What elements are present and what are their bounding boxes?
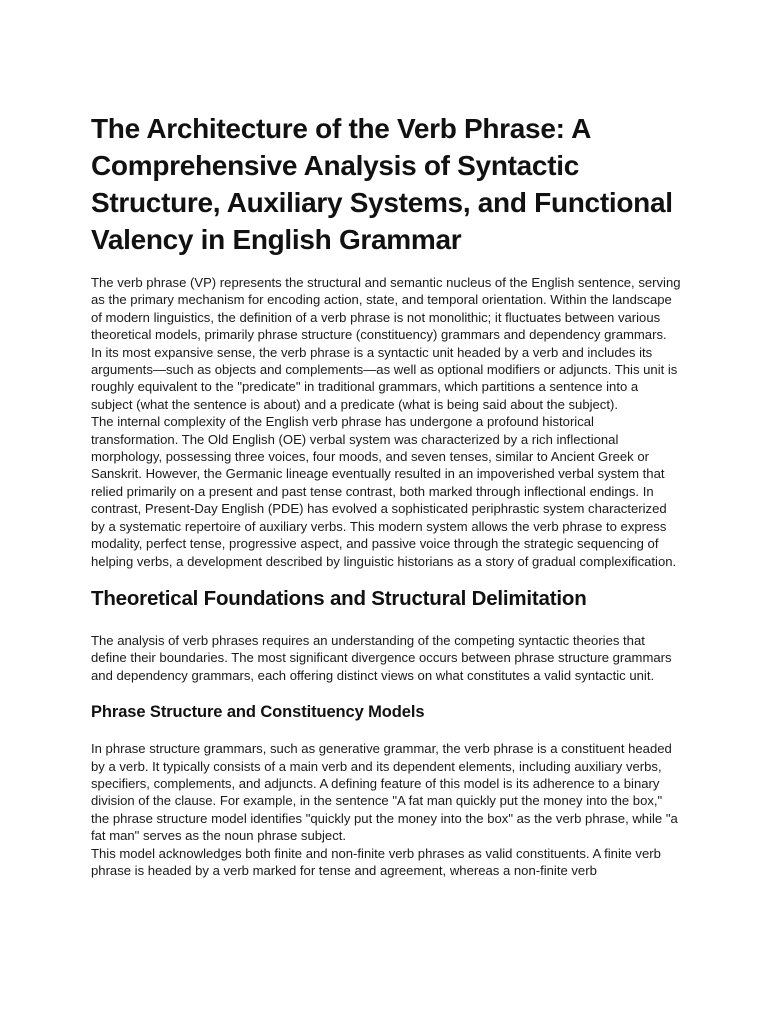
subsection-paragraph-2: This model acknowledges both finite and non-finite verb phrases as valid constituents. A finite verb phrase is headed by a verb marked for tense and agreement, whereas a non-finite verb xyxy=(91,845,661,878)
intro-paragraph-1: The verb phrase (VP) represents the structural and semantic nucleus of the English sentence, serving as the primary mechanism for encoding action, state, and temporal orientation. Within the landscape of modern linguistics, the definition of a verb phrase is not monolithic; it fluctuates between various theoretical models, primarily phrase structure (constituency) grammars and dependency grammars. In its most expansive sense, the verb phrase is a syntactic unit headed by a verb and includes its arguments—such as objects and complements—as well as optional modifiers or adjuncts. This unit is roughly equivalent to the "predicate" in traditional grammars, which partitions a sentence into a subject (what the sentence is about) and a predicate (what is being said about the subject). xyxy=(91,275,681,412)
intro-paragraph-2: The internal complexity of the English verb phrase has undergone a profound historical transformation. The Old English (OE) verbal system was characterized by a rich inflectional morphology, possessing three voices, four moods, and seven tenses, similar to Ancient Greek or Sanskrit. However, the Germanic lineage eventually resulted in an impoverished verbal system that relied primarily on a present and past tense contrast, both marked through inflectional endings. In contrast, Present-Day English (PDE) has evolved a sophisticated periphrastic system characterized by a systematic repertoire of auxiliary verbs. This modern system allows the verb phrase to express modality, perfect tense, progressive aspect, and passive voice through the strategic sequencing of helping verbs, a development described by linguistic historians as a story of gradual complexification. xyxy=(91,414,677,569)
document-page xyxy=(91,110,681,879)
section-heading-theoretical-foundations: Theoretical Foundations and Structural Delimitation xyxy=(91,586,587,610)
subsection-paragraph-1: In phrase structure grammars, such as generative grammar, the verb phrase is a constituent headed by a verb. It typically consists of a main verb and its dependent elements, including auxiliary verbs, specifiers, complements, and adjuncts. A defining feature of this model is its adherence to a binary division of the clause. For example, in the sentence "A fat man quickly put the money into the box," the phrase structure model identifies "quickly put the money into the box" as the verb phrase, while "a fat man" serves as the noun phrase subject. xyxy=(91,741,678,844)
section-paragraph: The analysis of verb phrases requires an understanding of the competing syntactic theories that define their boundaries. The most significant divergence occurs between phrase structure grammars and dependency grammars, each offering distinct views on what constitutes a valid syntactic unit. xyxy=(91,632,672,683)
document-title: The Architecture of the Verb Phrase: A Comprehensive Analysis of Syntactic Structure, Auxiliary Systems, and Functional Valency in English Grammar xyxy=(91,113,673,255)
subsection-heading-phrase-structure: Phrase Structure and Constituency Models xyxy=(91,703,425,722)
